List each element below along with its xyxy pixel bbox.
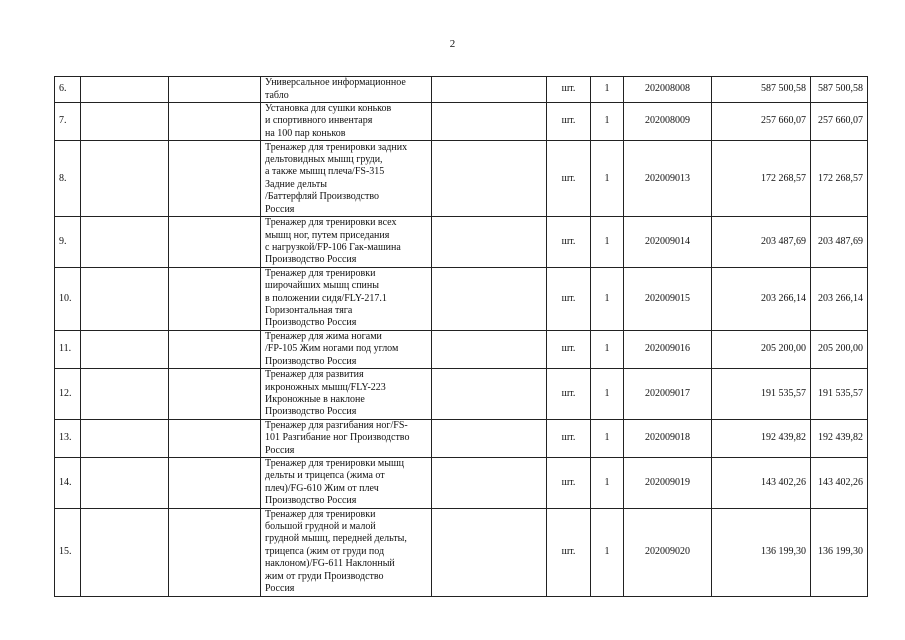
item-name-line: /FP-105 Жим ногами под углом — [265, 343, 399, 355]
blank-cell — [81, 457, 169, 508]
blank-cell — [169, 419, 261, 457]
row-number-cell: 9. — [55, 217, 81, 268]
blank-cell — [169, 141, 261, 217]
blank-cell — [81, 330, 169, 368]
blank-cell — [432, 141, 547, 217]
item-name-cell — [261, 103, 432, 141]
inventory-code-cell: 202009018 — [624, 419, 712, 457]
quantity-cell: 1 — [591, 217, 624, 268]
item-name-line: /Баттерфляй Производство — [265, 191, 379, 203]
price-cell: 191 535,57 — [712, 369, 811, 420]
item-name-line: мышц ног, путем приседания — [265, 229, 390, 241]
item-name-line: Россия — [265, 444, 295, 456]
item-name-line: Тренажер для тренировки задних — [265, 141, 408, 153]
item-name-line: Россия — [265, 203, 295, 215]
price-cell: 587 500,58 — [712, 77, 811, 103]
blank-cell — [81, 369, 169, 420]
item-name-line: жим от груди Производство — [265, 570, 384, 582]
table-row — [55, 419, 868, 457]
item-name-cell — [261, 330, 432, 368]
blank-cell — [432, 330, 547, 368]
quantity-cell: 1 — [591, 457, 624, 508]
sum-cell: 205 200,00 — [811, 330, 868, 368]
blank-cell — [169, 457, 261, 508]
price-cell: 203 266,14 — [712, 267, 811, 330]
quantity-cell: 1 — [591, 330, 624, 368]
unit-cell: шт. — [547, 267, 591, 330]
item-name-line: икроножных мышц/FLY-223 — [265, 381, 386, 393]
item-name-line: Тренажер для развития — [265, 369, 364, 381]
item-name-line: Тренажер для тренировки — [265, 508, 376, 520]
page-number: 2 — [449, 38, 456, 50]
item-name-line: в положении сидя/FLY-217.1 — [265, 292, 387, 304]
blank-cell — [81, 77, 169, 103]
table-row — [55, 141, 868, 217]
inventory-code-cell: 202009019 — [624, 457, 712, 508]
item-name-line: наклоном)/FG-611 Наклонный — [265, 558, 395, 570]
table-row — [55, 330, 868, 368]
item-name-cell — [261, 141, 432, 217]
inventory-code-cell: 202009015 — [624, 267, 712, 330]
sum-cell: 203 266,14 — [811, 267, 868, 330]
item-name-cell — [261, 508, 432, 596]
blank-cell — [432, 103, 547, 141]
table-row — [55, 103, 868, 141]
unit-cell: шт. — [547, 457, 591, 508]
item-name-line: табло — [265, 89, 289, 101]
item-name-line: Икроножные в наклоне — [265, 393, 365, 405]
item-name-line: Тренажер для тренировки всех — [265, 217, 397, 229]
item-name-cell — [261, 369, 432, 420]
quantity-cell: 1 — [591, 103, 624, 141]
price-cell: 203 487,69 — [712, 217, 811, 268]
quantity-cell: 1 — [591, 419, 624, 457]
blank-cell — [432, 457, 547, 508]
item-name-line: с нагрузкой/FP-106 Гак-машина — [265, 242, 401, 254]
blank-cell — [81, 267, 169, 330]
blank-cell — [169, 77, 261, 103]
table-row — [55, 77, 868, 103]
table-row — [55, 267, 868, 330]
inventory-code-cell: 202009020 — [624, 508, 712, 596]
blank-cell — [81, 217, 169, 268]
inventory-code-cell: 202008008 — [624, 77, 712, 103]
price-cell: 136 199,30 — [712, 508, 811, 596]
item-name-line: Тренажер для тренировки мышц — [265, 457, 405, 469]
row-number-cell: 12. — [55, 369, 81, 420]
blank-cell — [81, 141, 169, 217]
inventory-table — [54, 76, 868, 597]
item-name-line: Производство Россия — [265, 355, 357, 367]
blank-cell — [81, 419, 169, 457]
unit-cell: шт. — [547, 369, 591, 420]
blank-cell — [432, 369, 547, 420]
sum-cell: 172 268,57 — [811, 141, 868, 217]
sum-cell: 192 439,82 — [811, 419, 868, 457]
price-cell: 205 200,00 — [712, 330, 811, 368]
blank-cell — [169, 103, 261, 141]
row-number-cell: 13. — [55, 419, 81, 457]
sum-cell: 587 500,58 — [811, 77, 868, 103]
quantity-cell: 1 — [591, 141, 624, 217]
item-name-line: Тренажер для тренировки — [265, 267, 376, 279]
sum-cell: 257 660,07 — [811, 103, 868, 141]
item-name-line: Производство Россия — [265, 406, 357, 418]
sum-cell: 203 487,69 — [811, 217, 868, 268]
row-number-cell: 14. — [55, 457, 81, 508]
item-name-line: Производство Россия — [265, 495, 357, 507]
item-name-cell — [261, 267, 432, 330]
row-number-cell: 7. — [55, 103, 81, 141]
item-name-line: дельтовидных мышц груди, — [265, 153, 383, 165]
inventory-code-cell: 202009013 — [624, 141, 712, 217]
price-cell: 257 660,07 — [712, 103, 811, 141]
item-name-line: Универсальное информационное — [265, 77, 406, 89]
item-name-line: грудной мышц, передней дельты, — [265, 533, 407, 545]
item-name-line: широчайших мышц спины — [265, 280, 379, 292]
inventory-code-cell: 202009017 — [624, 369, 712, 420]
inventory-code-cell: 202009014 — [624, 217, 712, 268]
blank-cell — [432, 267, 547, 330]
item-name-line: Россия — [265, 583, 295, 595]
item-name-line: плеч)/FG-610 Жим от плеч — [265, 482, 379, 494]
table-row — [55, 369, 868, 420]
unit-cell: шт. — [547, 103, 591, 141]
price-cell: 143 402,26 — [712, 457, 811, 508]
unit-cell: шт. — [547, 330, 591, 368]
blank-cell — [432, 217, 547, 268]
item-name-line: Производство Россия — [265, 254, 357, 266]
sum-cell: 191 535,57 — [811, 369, 868, 420]
quantity-cell: 1 — [591, 369, 624, 420]
item-name-line: на 100 пар коньков — [265, 127, 346, 139]
item-name-line: Установка для сушки коньков — [265, 103, 392, 114]
item-name-cell — [261, 77, 432, 103]
price-cell: 172 268,57 — [712, 141, 811, 217]
item-name-line: Тренажер для жима ногами — [265, 330, 382, 342]
quantity-cell: 1 — [591, 508, 624, 596]
sum-cell: 136 199,30 — [811, 508, 868, 596]
unit-cell: шт. — [547, 77, 591, 103]
row-number-cell: 11. — [55, 330, 81, 368]
item-name-cell — [261, 217, 432, 268]
unit-cell: шт. — [547, 419, 591, 457]
blank-cell — [169, 217, 261, 268]
unit-cell: шт. — [547, 141, 591, 217]
inventory-code-cell: 202008009 — [624, 103, 712, 141]
blank-cell — [169, 330, 261, 368]
row-number-cell: 15. — [55, 508, 81, 596]
unit-cell: шт. — [547, 508, 591, 596]
row-number-cell: 8. — [55, 141, 81, 217]
sum-cell: 143 402,26 — [811, 457, 868, 508]
inventory-code-cell: 202009016 — [624, 330, 712, 368]
quantity-cell: 1 — [591, 267, 624, 330]
blank-cell — [81, 508, 169, 596]
blank-cell — [81, 103, 169, 141]
row-number-cell: 10. — [55, 267, 81, 330]
unit-cell: шт. — [547, 217, 591, 268]
item-name-line: Задние дельты — [265, 178, 327, 190]
item-name-cell — [261, 457, 432, 508]
table-row — [55, 508, 868, 596]
blank-cell — [432, 77, 547, 103]
quantity-cell: 1 — [591, 77, 624, 103]
table-row — [55, 457, 868, 508]
item-name-line: трицепса (жим от груди под — [265, 545, 385, 557]
item-name-line: а также мышц плеча/FS-315 — [265, 166, 385, 178]
price-cell: 192 439,82 — [712, 419, 811, 457]
blank-cell — [169, 267, 261, 330]
item-name-line: дельты и трицепса (жима от — [265, 470, 385, 482]
item-name-line: 101 Разгибание ног Производство — [265, 432, 410, 444]
table-row — [55, 217, 868, 268]
item-name-cell — [261, 419, 432, 457]
blank-cell — [169, 508, 261, 596]
blank-cell — [432, 419, 547, 457]
row-number-cell: 6. — [55, 77, 81, 103]
blank-cell — [432, 508, 547, 596]
item-name-line: и спортивного инвентаря — [265, 115, 373, 127]
blank-cell — [169, 369, 261, 420]
item-name-line: большой грудной и малой — [265, 521, 376, 533]
item-name-line: Тренажер для разгибания ног/FS- — [265, 419, 408, 431]
item-name-line: Горизонтальная тяга — [265, 305, 353, 317]
item-name-line: Производство Россия — [265, 317, 357, 329]
